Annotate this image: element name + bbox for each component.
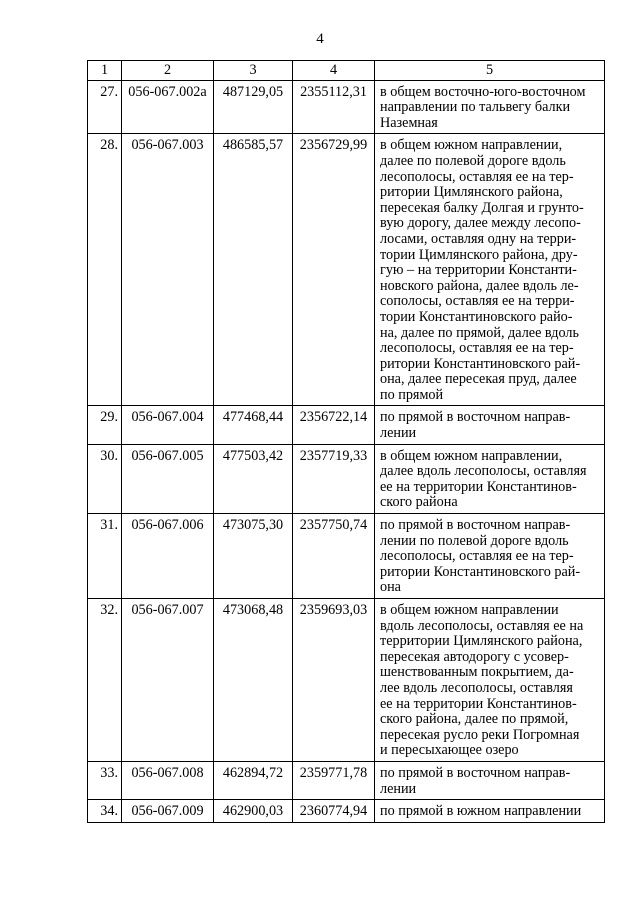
- description-line: лосами, оставляя одну на терри-: [380, 230, 577, 247]
- y-coordinate-cell: 2356722,14: [293, 406, 375, 444]
- description-line: территории Цимлянского района,: [380, 633, 583, 650]
- header-cell: 1: [88, 61, 122, 81]
- y-coordinate-cell: 2359771,78: [293, 761, 375, 799]
- x-coordinate-cell: 473075,30: [214, 514, 293, 599]
- y-coordinate-cell: 2359693,03: [293, 599, 375, 762]
- header-cell: 3: [214, 61, 293, 81]
- row-number-cell: 30.: [88, 444, 122, 513]
- table-row: [88, 800, 605, 823]
- point-code-cell: 056-067.009: [122, 800, 214, 823]
- x-coordinate-cell: 462894,72: [214, 761, 293, 799]
- table-header-row: [88, 61, 605, 81]
- description-line: тории Цимлянского района, дру-: [380, 246, 578, 263]
- table-row: [88, 80, 605, 134]
- description-cell: [375, 514, 605, 599]
- description-cell: [375, 761, 605, 799]
- description-line: в общем южном направлении: [380, 602, 559, 618]
- description-cell: [375, 80, 605, 134]
- y-coordinate-cell: 2357719,33: [293, 444, 375, 513]
- y-coordinate-cell: 2355112,31: [293, 80, 375, 134]
- table-row: [88, 599, 605, 762]
- description-cell: [375, 800, 605, 823]
- x-coordinate-cell: 477468,44: [214, 406, 293, 444]
- description-line: пересекая русло реки Погромная: [380, 726, 580, 743]
- header-cell: 2: [122, 61, 214, 81]
- description-line: направлении по тальвегу балки: [380, 99, 571, 116]
- description-cell: [375, 599, 605, 762]
- point-code-cell: 056-067.007: [122, 599, 214, 762]
- description-line: по прямой в восточном направ-: [380, 517, 571, 534]
- page-number: 4: [316, 31, 324, 47]
- description-line: сополосы, оставляя ее на терри-: [380, 293, 575, 310]
- y-coordinate-cell: 2357750,74: [293, 514, 375, 599]
- x-coordinate-cell: 473068,48: [214, 599, 293, 762]
- description-line: лее вдоль лесополосы, оставляя: [380, 679, 573, 696]
- point-code-cell: 056-067.003: [122, 134, 214, 406]
- boundary-table: [87, 60, 605, 823]
- description-line: в общем южном направлении,: [380, 447, 563, 464]
- table-row: [88, 444, 605, 513]
- description-line: лении: [380, 425, 417, 442]
- description-line: пересекая автодорогу с усовер-: [380, 648, 569, 665]
- point-code-cell: 056-067.002а: [122, 80, 214, 134]
- description-line: пересекая балку Долгая и грунто-: [380, 199, 584, 216]
- row-number-cell: 34.: [88, 800, 122, 823]
- description-line: тории Константиновского райо-: [380, 308, 573, 325]
- description-line: на, далее по прямой, далее вдоль: [380, 324, 579, 341]
- row-number-cell: 33.: [88, 761, 122, 799]
- description-line: ее на территории Константинов-: [380, 695, 577, 712]
- row-number-cell: 29.: [88, 406, 122, 444]
- description-line: по прямой: [380, 386, 444, 403]
- description-line: лесополосы, оставляя ее на тер-: [380, 340, 574, 357]
- row-number-cell: 28.: [88, 134, 122, 406]
- x-coordinate-cell: 462900,03: [214, 800, 293, 823]
- description-cell: [375, 134, 605, 406]
- description-line: вдоль лесополосы, оставляя ее на: [380, 617, 584, 634]
- table-row: [88, 514, 605, 599]
- point-code-cell: 056-067.008: [122, 761, 214, 799]
- description-line: она, далее пересекая пруд, далее: [380, 371, 577, 388]
- table-row: [88, 406, 605, 444]
- description-line: ритории Константиновского рай-: [380, 355, 581, 372]
- description-line: шенствованным покрытием, да-: [380, 664, 574, 681]
- x-coordinate-cell: 487129,05: [214, 80, 293, 134]
- description-line: далее по полевой дороге вдоль: [380, 152, 566, 169]
- table-row: [88, 134, 605, 406]
- row-number-cell: 32.: [88, 599, 122, 762]
- header-cell: 4: [293, 61, 375, 81]
- description-line: Наземная: [380, 114, 438, 131]
- x-coordinate-cell: 486585,57: [214, 134, 293, 406]
- description-line: ского района, далее по прямой,: [380, 711, 569, 728]
- point-code-cell: 056-067.004: [122, 406, 214, 444]
- row-number-cell: 31.: [88, 514, 122, 599]
- description-line: ритории Константиновского рай-: [380, 563, 581, 580]
- description-line: лесополосы, оставляя ее на тер-: [380, 168, 574, 185]
- description-line: лении: [380, 780, 417, 797]
- row-number-cell: 27.: [88, 80, 122, 134]
- description-line: вую дорогу, далее между лесопо-: [380, 215, 581, 232]
- description-line: далее вдоль лесополосы, оставляя: [380, 463, 587, 480]
- description-line: по прямой в южном направлении: [380, 803, 582, 820]
- description-line: новского района, далее вдоль ле-: [380, 277, 579, 294]
- description-line: и пересыхающее озеро: [380, 742, 519, 759]
- point-code-cell: 056-067.005: [122, 444, 214, 513]
- description-line: в общем восточно-юго-восточном: [380, 83, 586, 100]
- description-line: гую – на территории Константи-: [380, 262, 577, 279]
- y-coordinate-cell: 2360774,94: [293, 800, 375, 823]
- description-cell: [375, 444, 605, 513]
- x-coordinate-cell: 477503,42: [214, 444, 293, 513]
- header-cell: 5: [375, 61, 605, 81]
- description-line: ритории Цимлянского района,: [380, 184, 563, 201]
- table-row: [88, 761, 605, 799]
- point-code-cell: 056-067.006: [122, 514, 214, 599]
- description-line: по прямой в восточном направ-: [380, 764, 571, 781]
- description-line: она: [380, 579, 401, 596]
- description-line: по прямой в восточном направ-: [380, 409, 571, 426]
- description-line: лесополосы, оставляя ее на тер-: [380, 548, 574, 565]
- description-line: ского района: [380, 494, 458, 511]
- description-line: в общем южном направлении,: [380, 137, 563, 154]
- description-line: ее на территории Константинов-: [380, 478, 577, 495]
- description-cell: [375, 406, 605, 444]
- y-coordinate-cell: 2356729,99: [293, 134, 375, 406]
- description-line: лении по полевой дороге вдоль: [380, 532, 569, 549]
